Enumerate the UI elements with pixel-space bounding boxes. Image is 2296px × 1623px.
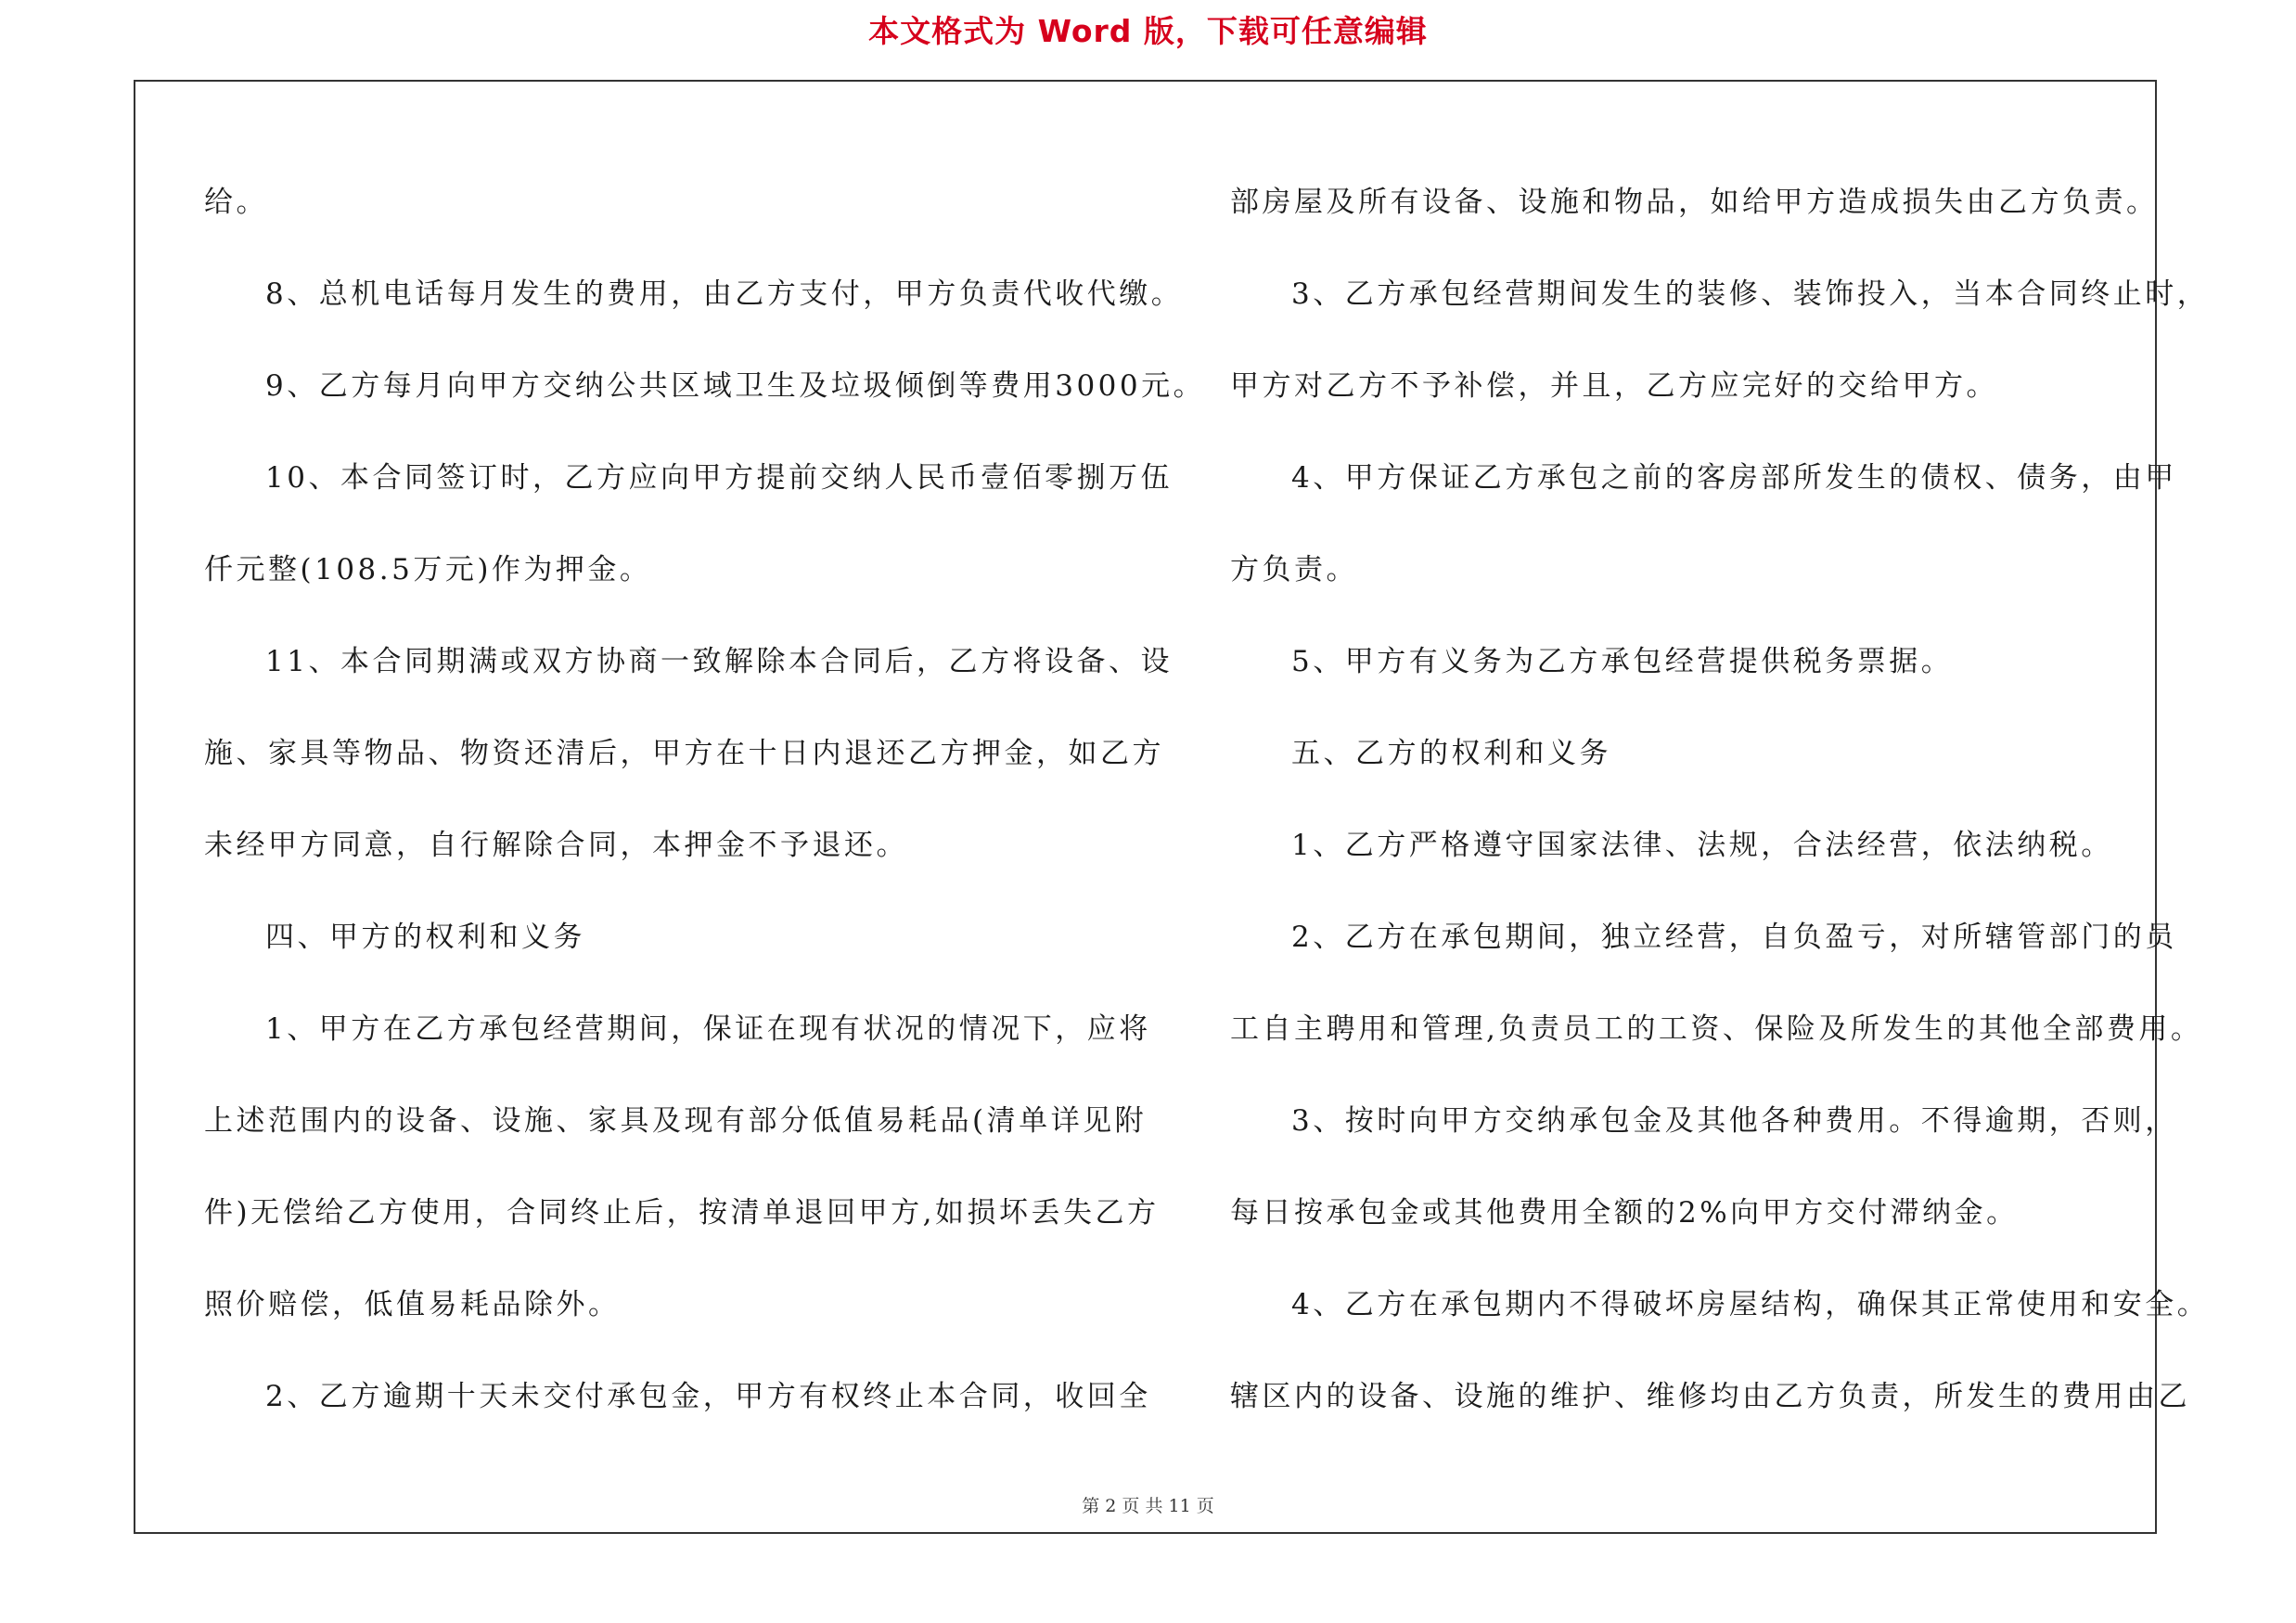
paragraph-line: 3、乙方承包经营期间发生的装修、装饰投入，当本合同终止时， [1291,277,2210,311]
paragraph-line: 部房屋及所有设备、设施和物品，如给甲方造成损失由乙方负责。 [1230,186,2159,219]
paragraph-line: 5、甲方有义务为乙方承包经营提供税务票据。 [1291,645,1954,678]
section-heading: 四、甲方的权利和义务 [265,921,585,954]
paragraph-line: 4、乙方在承包期内不得破坏房屋结构，确保其正常使用和安全。 [1291,1288,2210,1321]
paragraph-line: 未经甲方同意，自行解除合同，本押金不予退还。 [204,829,908,862]
word-format-banner: 本文格式为 Word 版，下载可任意编辑 [868,13,1428,49]
paragraph-line: 上述范围内的设备、设施、家具及现有部分低值易耗品(清单详见附 [204,1104,1148,1138]
paragraph-line: 2、乙方在承包期间，独立经营，自负盈亏，对所辖管部门的员 [1291,921,2177,954]
paragraph-line: 1、甲方在乙方承包经营期间，保证在现有状况的情况下，应将 [265,1012,1151,1046]
paragraph-line: 2、乙方逾期十天未交付承包金，甲方有权终止本合同，收回全 [265,1380,1151,1413]
paragraph-line: 甲方对乙方不予补偿，并且，乙方应完好的交给甲方。 [1230,369,1998,403]
paragraph-line: 11、本合同期满或双方协商一致解除本合同后，乙方将设备、设 [265,645,1173,678]
paragraph-line: 3、按时向甲方交纳承包金及其他各种费用。不得逾期，否则， [1291,1104,2177,1138]
paragraph-line: 施、家具等物品、物资还清后，甲方在十日内退还乙方押金，如乙方 [204,737,1164,770]
paragraph-line: 给。 [204,186,268,219]
page-number: 第 2 页 共 11 页 [1082,1496,1214,1516]
section-heading: 五、乙方的权利和义务 [1291,737,1611,770]
paragraph-line: 辖区内的设备、设施的维护、维修均由乙方负责，所发生的费用由乙 [1230,1380,2190,1413]
paragraph-line: 1、乙方严格遵守国家法律、法规，合法经营，依法纳税。 [1291,829,2113,862]
paragraph-line: 方负责。 [1230,553,1358,586]
paragraph-line: 10、本合同签订时，乙方应向甲方提前交纳人民币壹佰零捌万伍 [265,461,1173,495]
paragraph-line: 件)无偿给乙方使用，合同终止后，按清单退回甲方,如损坏丢失乙方 [204,1196,1160,1230]
paragraph-line: 工自主聘用和管理,负责员工的工资、保险及所发生的其他全部费用。 [1230,1012,2203,1046]
paragraph-line: 9、乙方每月向甲方交纳公共区域卫生及垃圾倾倒等费用3000元。 [265,369,1206,403]
paragraph-line: 8、总机电话每月发生的费用，由乙方支付，甲方负责代收代缴。 [265,277,1184,311]
paragraph-line: 仟元整(108.5万元)作为押金。 [204,553,652,586]
paragraph-line: 4、甲方保证乙方承包之前的客房部所发生的债权、债务，由甲 [1291,461,2177,495]
paragraph-line: 照价赔偿，低值易耗品除外。 [204,1288,621,1321]
paragraph-line: 每日按承包金或其他费用全额的2%向甲方交付滞纳金。 [1230,1196,2019,1230]
